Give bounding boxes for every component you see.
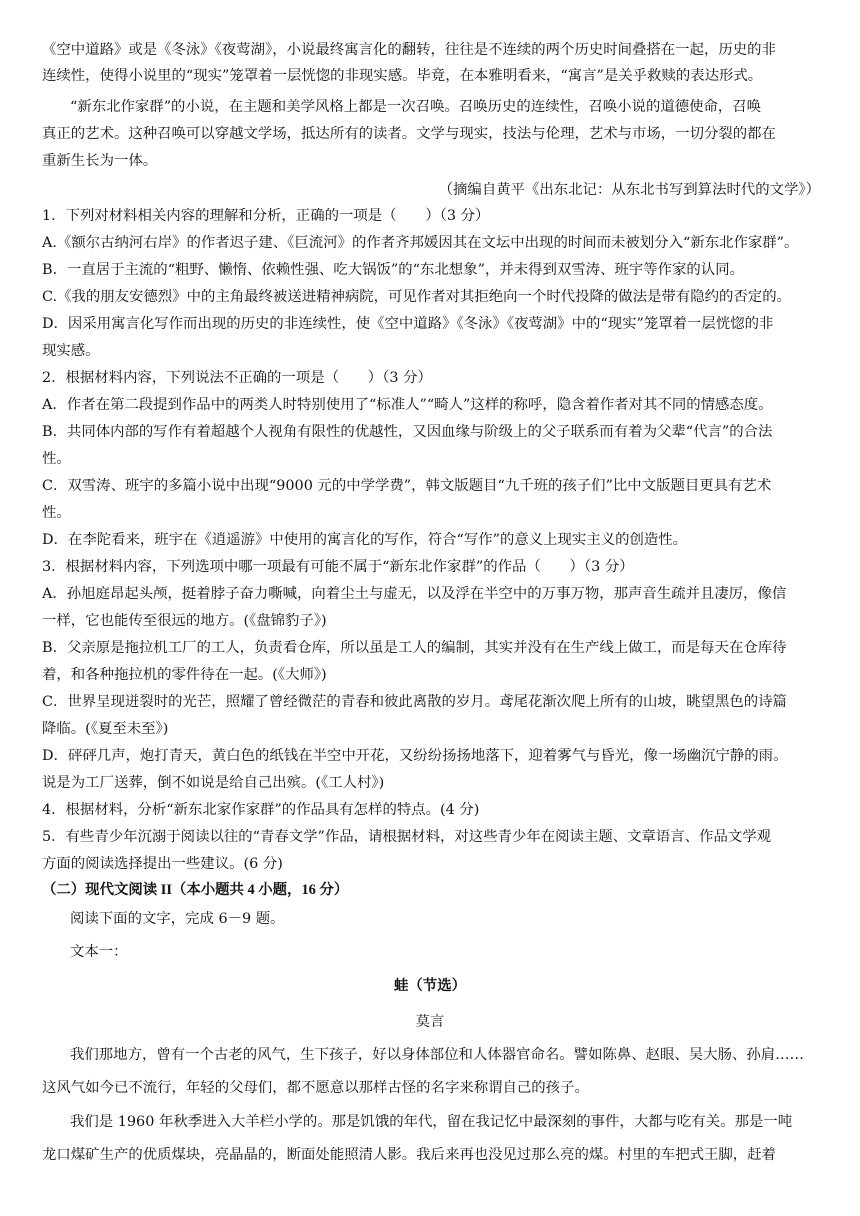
question-line: C．世界呈现迸裂时的光芒，照耀了曾经微茫的青春和彼此离散的岁月。鸢尾花渐次爬上所有的山坡，眺望黑色的诗篇 [42,694,787,710]
article-paragraph-line: 龙口煤矿生产的优质煤块，亮晶晶的，断面处能照清人影。我后来再也没见过那么亮的煤。村里的车把式王脚，赶着 [42,1147,776,1163]
article-paragraph-line: 我们是 1960 年秋季进入大羊栏小学的。那是饥饿的年代，留在我记忆中最深刻的事件，大都与吃有关。那是一吨 [70,1114,793,1130]
text-label: 文本一： [70,944,128,960]
passage-line: 《空中道路》或是《冬泳》《夜莺湖》，小说最终寓言化的翻转，往往是不连续的两个历史时间叠搭在一起，历史的非 [42,42,776,58]
question-line: 性。 [42,451,71,467]
article-author: 莫言 [415,1014,445,1030]
question-line: 着，和各种拖拉机的零件待在一起。(《大师》) [42,667,327,683]
passage-line: 连续性，使得小说里的“现实”笼罩着一层恍惚的非现实感。毕竟，在本雅明看来，“寓言”是关乎救赎的表达形式。 [42,68,763,84]
question-line: 4．根据材料，分析“新东北家作家群”的作品具有怎样的特点。(4 分) [42,802,480,818]
question-line: 说是为工厂送葬，倒不如说是给自己出殡。(《工人村》) [42,775,385,791]
question-line: B．父亲原是拖拉机工厂的工人，负责看仓库，所以虽是工人的编制，其实并没有在生产线上做工，而是每天在仓库待 [42,640,787,656]
article-paragraph-line: 我们那地方，曾有一个古老的风气，生下孩子，好以身体部位和人体器官命名。譬如陈鼻、赵眼、吴大肠、孙肩…… [70,1047,804,1063]
article-title: 蛙（节选） [394,977,466,994]
question-line: 2．根据材料内容，下列说法不正确的一项是（ ）（3 分） [42,370,432,386]
question-line: 方面的阅读选择提出一些建议。(6 分) [42,856,283,872]
question-line: 一样，它也能传至很远的地方。(《盘锦豹子》) [42,613,327,629]
source-citation: （摘编自黄平《出东北记：从东北书写到算法时代的文学》） [438,182,820,198]
question-line: C.《我的朋友安德烈》中的主角最终被送进精神病院，可见作者对其拒绝向一个时代投降的做法是带有隐约的否定的。 [42,289,791,305]
question-line: A.《额尔古纳河右岸》的作者迟子建、《巨流河》的作者齐邦媛因其在文坛中出现的时间而未被划分入“新东北作家群”。 [42,235,799,251]
question-line: 降临。(《夏至未至》) [42,721,169,737]
question-line: A．作者在第二段提到作品中的两类人时特别使用了“标准人”“畸人”这样的称呼，隐含着作者对其不同的情感态度。 [42,397,773,413]
question-line: 1．下列对材料相关内容的理解和分析，正确的一项是（ ）（3 分） [42,208,490,224]
question-line: D．砰砰几声，炮打青天，黄白色的纸钱在半空中开花，又纷纷扬扬地落下，迎着雾气与昏光，像一场幽沉宁静的雨。 [42,748,788,764]
question-line: 5．有些青少年沉溺于阅读以往的“青春文学”作品，请根据材料，对这些青少年在阅读主题、文章语言、作品文学观 [42,829,772,845]
question-line: B．共同体内部的写作有着超越个人视角有限性的优越性，又因血缘与阶级上的父子联系而有着为父辈“代言”的合法 [42,424,773,440]
question-line: D．因采用寓言化写作而出现的历史的非连续性，使《空中道路》《冬泳》《夜莺湖》中的“现实”笼罩着一层恍惚的非 [42,316,774,332]
article-paragraph-line: 这风气如今已不流行，年轻的父母们，都不愿意以那样古怪的名字来称谓自己的孩子。 [42,1080,589,1096]
question-line: 3．根据材料内容，下列选项中哪一项最有可能不属于“新东北作家群”的作品（ ）（3 分） [42,559,634,575]
passage-line: “新东北作家群”的小说，在主题和美学风格上都是一次召唤。召唤历史的连续性，召唤小说的道德使命，召唤 [70,99,762,115]
question-line: C．双雪涛、班宇的多篇小说中出现“9000 元的中学学费”，韩文版题目“九千班的孩子们”比中文版题目更具有艺术 [42,478,772,494]
question-line: A．孙旭庭昂起头颅，挺着脖子奋力嘶喊，向着尘土与虚无，以及浮在半空中的万事万物，那声音生疏并且凄厉，像信 [42,586,787,602]
passage-line: 真正的艺术。这种召唤可以穿越文学场，抵达所有的读者。文学与现实，技法与伦理，艺术与市场，一切分裂的都在 [42,126,776,142]
question-line: B．一直居于主流的“粗野、懒惰、依赖性强、吃大锅饭”的“东北想象”，并未得到双雪涛、班宇等作家的认同。 [42,262,744,278]
instruction-text: 阅读下面的文字，完成 6－9 题。 [70,911,285,927]
question-line: 现实感。 [42,343,100,359]
question-line: 性。 [42,505,71,521]
passage-line: 重新生长为一体。 [42,153,158,169]
question-line: D．在李陀看来，班宇在《逍遥游》中使用的寓言化的写作，符合“写作”的意义上现实主义的创造性。 [42,532,688,548]
section-heading: （二）现代文阅读 II（本小题共 4 小题，16 分） [42,882,349,898]
